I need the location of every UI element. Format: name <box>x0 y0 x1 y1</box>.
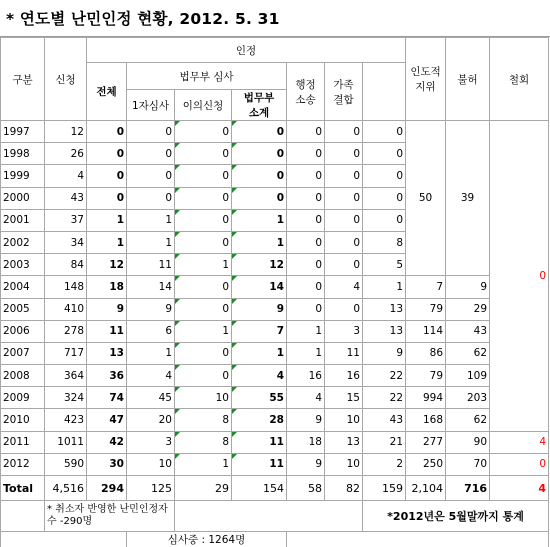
cell-moj-subtotal[interactable]: 1 <box>232 209 287 231</box>
cell-family[interactable]: 15 <box>325 387 363 409</box>
cell-withdrawn[interactable]: 62 <box>446 342 490 364</box>
header-recognition[interactable]: 인정 <box>87 38 406 63</box>
cell-recognized[interactable]: 42 <box>87 431 127 453</box>
cell-recognized[interactable]: 9 <box>87 298 127 320</box>
cell-rejected[interactable]: 250 <box>406 453 446 475</box>
data-body <box>1 121 549 476</box>
cell-admin[interactable]: 0 <box>287 298 325 320</box>
total-application[interactable]: 4,516 <box>45 476 87 501</box>
cell-appeal[interactable]: 0 <box>175 143 232 165</box>
cell-appeal[interactable]: 0 <box>175 187 232 209</box>
cell-recognized[interactable]: 18 <box>87 276 127 298</box>
cell-application[interactable]: 84 <box>45 254 87 276</box>
header-moj-review[interactable]: 법무부 심사 <box>127 63 287 90</box>
total-withdrawn[interactable]: 716 <box>446 476 490 501</box>
cell-family[interactable]: 0 <box>325 209 363 231</box>
family-line1: 가족 <box>333 79 353 91</box>
cell-humanitarian[interactable]: 8 <box>363 231 406 253</box>
cell-application[interactable]: 364 <box>45 365 87 387</box>
cell-moj-subtotal[interactable]: 11 <box>232 453 287 475</box>
cell-first-review[interactable]: 0 <box>127 187 175 209</box>
cell-year[interactable]: 2001 <box>1 209 45 231</box>
total-rejected[interactable]: 2,104 <box>406 476 446 501</box>
header-row-1 <box>1 38 549 63</box>
moj-subtotal-line2: 소계 <box>249 107 269 119</box>
table-row <box>1 431 549 453</box>
cell-application[interactable]: 410 <box>45 298 87 320</box>
cell-recognized[interactable]: 0 <box>87 165 127 187</box>
cell-application[interactable]: 43 <box>45 187 87 209</box>
header-humanitarian[interactable] <box>406 38 446 121</box>
cell-moj-subtotal[interactable]: 9 <box>232 298 287 320</box>
cell-recognized[interactable]: 12 <box>87 254 127 276</box>
cell-year[interactable]: 1997 <box>1 121 45 143</box>
cell-application[interactable]: 4 <box>45 165 87 187</box>
cell-appeal[interactable]: 8 <box>175 409 232 431</box>
cell-moj-subtotal[interactable]: 1 <box>232 231 287 253</box>
cell-first-review[interactable]: 0 <box>127 165 175 187</box>
total-moj-subtotal[interactable]: 154 <box>232 476 287 501</box>
cell-rejected[interactable]: 994 <box>406 387 446 409</box>
cell-rejected[interactable]: 277 <box>406 431 446 453</box>
cell-humanitarian[interactable]: 21 <box>363 431 406 453</box>
cell-admin[interactable]: 18 <box>287 431 325 453</box>
total-admin[interactable]: 58 <box>287 476 325 501</box>
cell-rejected[interactable]: 79 <box>406 298 446 320</box>
cell-admin[interactable]: 9 <box>287 453 325 475</box>
sheet-title: * 연도별 난민인정 현황, 2012. 5. 31 <box>0 7 280 29</box>
total-appeal[interactable]: 29 <box>175 476 232 501</box>
cell-recognized[interactable]: 13 <box>87 342 127 364</box>
cell-admin[interactable]: 9 <box>287 409 325 431</box>
cell-year[interactable]: 2009 <box>1 387 45 409</box>
cell-withdrawn[interactable]: 62 <box>446 409 490 431</box>
cell-year[interactable]: 2010 <box>1 409 45 431</box>
cell-moj-subtotal[interactable]: 1 <box>232 342 287 364</box>
cell-application[interactable]: 324 <box>45 387 87 409</box>
table-row <box>1 320 549 342</box>
cell-moj-subtotal[interactable]: 14 <box>232 276 287 298</box>
cell-rejected[interactable]: 114 <box>406 320 446 342</box>
header-family[interactable] <box>325 63 363 121</box>
cell-family[interactable]: 0 <box>325 298 363 320</box>
cell-recognized[interactable]: 11 <box>87 320 127 342</box>
cell-first-review[interactable]: 1 <box>127 342 175 364</box>
cell-withdrawn[interactable]: 70 <box>446 453 490 475</box>
humanitarian-line2: 지위 <box>415 81 435 93</box>
header-application[interactable]: 신청 <box>45 38 87 121</box>
cell-year[interactable]: 2004 <box>1 276 45 298</box>
cell-rejected[interactable]: 79 <box>406 365 446 387</box>
humanitarian-line1: 인도적 <box>410 66 440 78</box>
cell-appeal[interactable]: 10 <box>175 387 232 409</box>
under-review-note[interactable]: 심사중 : 1264명 <box>127 532 287 547</box>
cell-first-review[interactable]: 10 <box>127 453 175 475</box>
cell-moj-subtotal[interactable]: 55 <box>232 387 287 409</box>
total-label[interactable]: Total <box>1 476 45 501</box>
cell-year[interactable]: 2005 <box>1 298 45 320</box>
cell-year[interactable]: 1998 <box>1 143 45 165</box>
total-humanitarian[interactable]: 159 <box>363 476 406 501</box>
cell-application[interactable]: 148 <box>45 276 87 298</box>
total-row <box>1 476 549 501</box>
cell-year[interactable]: 2000 <box>1 187 45 209</box>
bottom-row <box>1 532 549 547</box>
cell-first-review[interactable]: 1 <box>127 231 175 253</box>
cell-family[interactable]: 13 <box>325 431 363 453</box>
bottom-empty-b[interactable] <box>287 532 549 547</box>
cell-family[interactable]: 0 <box>325 254 363 276</box>
header-appeal[interactable]: 이의신청 <box>175 90 232 121</box>
cell-year[interactable]: 2002 <box>1 231 45 253</box>
cell-moj-subtotal[interactable]: 4 <box>232 365 287 387</box>
cell-first-review[interactable]: 11 <box>127 254 175 276</box>
cell-year[interactable]: 2012 <box>1 453 45 475</box>
table-row <box>1 298 549 320</box>
table-row <box>1 409 549 431</box>
cell-first-review[interactable]: 6 <box>127 320 175 342</box>
cell-appeal[interactable]: 0 <box>175 276 232 298</box>
cell-cancelled[interactable]: 0 <box>490 453 549 475</box>
header-moj-subtotal[interactable] <box>232 90 287 121</box>
cell-humanitarian[interactable]: 9 <box>363 342 406 364</box>
cell-moj-subtotal[interactable]: 11 <box>232 431 287 453</box>
admin-line2: 소송 <box>295 94 315 106</box>
cell-first-review[interactable]: 0 <box>127 143 175 165</box>
cell-recognized[interactable]: 47 <box>87 409 127 431</box>
cell-family[interactable]: 0 <box>325 187 363 209</box>
cell-humanitarian[interactable]: 13 <box>363 320 406 342</box>
cell-moj-subtotal[interactable]: 7 <box>232 320 287 342</box>
cell-first-review[interactable]: 45 <box>127 387 175 409</box>
cell-first-review[interactable]: 14 <box>127 276 175 298</box>
cell-appeal[interactable]: 0 <box>175 121 232 143</box>
cell-application[interactable]: 1011 <box>45 431 87 453</box>
total-recognized[interactable]: 294 <box>87 476 127 501</box>
table-row <box>1 365 549 387</box>
cell-moj-subtotal[interactable]: 12 <box>232 254 287 276</box>
footnote-row <box>1 501 549 532</box>
cell-admin[interactable]: 16 <box>287 365 325 387</box>
header-division[interactable]: 구분 <box>1 38 45 121</box>
cell-year[interactable]: 2007 <box>1 342 45 364</box>
cell-year[interactable]: 1999 <box>1 165 45 187</box>
cell-moj-subtotal[interactable]: 0 <box>232 165 287 187</box>
cell-year[interactable]: 2011 <box>1 431 45 453</box>
cell-first-review[interactable]: 3 <box>127 431 175 453</box>
cell-application[interactable]: 278 <box>45 320 87 342</box>
cell-admin[interactable]: 1 <box>287 320 325 342</box>
bottom-empty-a[interactable] <box>1 532 127 547</box>
total-first-review[interactable]: 125 <box>127 476 175 501</box>
cell-appeal[interactable]: 0 <box>175 342 232 364</box>
moj-subtotal-line1: 법무부 <box>244 92 274 104</box>
cell-withdrawn[interactable]: 43 <box>446 320 490 342</box>
header-first-review[interactable]: 1자심사 <box>127 90 175 121</box>
cell-application[interactable]: 423 <box>45 409 87 431</box>
title-bar <box>0 0 550 37</box>
cell-family[interactable]: 16 <box>325 365 363 387</box>
table-row <box>1 342 549 364</box>
header-total[interactable]: 전체 <box>87 63 127 121</box>
cell-appeal[interactable]: 1 <box>175 254 232 276</box>
cell-humanitarian[interactable]: 0 <box>363 187 406 209</box>
cell-first-review[interactable]: 1 <box>127 209 175 231</box>
cell-admin[interactable]: 0 <box>287 254 325 276</box>
cell-family[interactable]: 0 <box>325 121 363 143</box>
cell-appeal[interactable]: 0 <box>175 165 232 187</box>
table-row <box>1 453 549 475</box>
refugee-recognition-table <box>0 37 549 547</box>
cell-application[interactable]: 12 <box>45 121 87 143</box>
cell-admin[interactable]: 4 <box>287 387 325 409</box>
cell-year[interactable]: 2003 <box>1 254 45 276</box>
cell-family[interactable]: 3 <box>325 320 363 342</box>
cell-withdrawn[interactable]: 109 <box>446 365 490 387</box>
cell-recognized[interactable]: 30 <box>87 453 127 475</box>
admin-line1: 행정 <box>295 79 315 91</box>
cell-recognized[interactable]: 36 <box>87 365 127 387</box>
cell-humanitarian[interactable]: 0 <box>363 209 406 231</box>
cell-appeal[interactable]: 1 <box>175 453 232 475</box>
cell-application[interactable]: 717 <box>45 342 87 364</box>
cell-admin[interactable]: 0 <box>287 209 325 231</box>
cell-humanitarian[interactable]: 13 <box>363 298 406 320</box>
family-line2: 결합 <box>333 94 353 106</box>
footnote-empty-a[interactable] <box>1 501 45 532</box>
cell-admin[interactable]: 1 <box>287 342 325 364</box>
cell-humanitarian[interactable]: 5 <box>363 254 406 276</box>
cell-appeal[interactable]: 0 <box>175 209 232 231</box>
cell-family[interactable]: 10 <box>325 453 363 475</box>
cell-family[interactable]: 0 <box>325 143 363 165</box>
cell-rejected[interactable]: 86 <box>406 342 446 364</box>
cell-application[interactable]: 26 <box>45 143 87 165</box>
cell-year[interactable]: 2008 <box>1 365 45 387</box>
cell-recognized[interactable]: 0 <box>87 121 127 143</box>
cell-withdrawn[interactable]: 203 <box>446 387 490 409</box>
cell-admin[interactable]: 0 <box>287 231 325 253</box>
cell-admin[interactable]: 0 <box>287 143 325 165</box>
cell-admin[interactable]: 0 <box>287 121 325 143</box>
cell-withdrawn-merged[interactable]: 39 <box>446 121 490 276</box>
cell-first-review[interactable]: 4 <box>127 365 175 387</box>
cell-recognized[interactable]: 0 <box>87 143 127 165</box>
cell-family[interactable]: 4 <box>325 276 363 298</box>
cell-appeal[interactable]: 1 <box>175 320 232 342</box>
cell-rejected[interactable]: 168 <box>406 409 446 431</box>
cell-first-review[interactable]: 20 <box>127 409 175 431</box>
cell-family[interactable]: 10 <box>325 409 363 431</box>
cell-appeal[interactable]: 0 <box>175 365 232 387</box>
header-rejected[interactable]: 불허 <box>446 38 490 121</box>
header-admin[interactable] <box>287 63 325 121</box>
cell-rejected[interactable]: 7 <box>406 276 446 298</box>
cell-first-review[interactable]: 0 <box>127 121 175 143</box>
cell-humanitarian[interactable]: 0 <box>363 165 406 187</box>
total-family[interactable]: 82 <box>325 476 363 501</box>
cell-appeal[interactable]: 8 <box>175 431 232 453</box>
table-row <box>1 121 549 143</box>
cell-appeal[interactable]: 0 <box>175 231 232 253</box>
cell-admin[interactable]: 0 <box>287 187 325 209</box>
cell-withdrawn[interactable]: 90 <box>446 431 490 453</box>
cell-appeal[interactable]: 0 <box>175 298 232 320</box>
cell-admin[interactable]: 0 <box>287 276 325 298</box>
table-row <box>1 387 549 409</box>
cell-moj-subtotal[interactable]: 0 <box>232 121 287 143</box>
cell-first-review[interactable]: 9 <box>127 298 175 320</box>
cell-recognized[interactable]: 74 <box>87 387 127 409</box>
cell-moj-subtotal[interactable]: 28 <box>232 409 287 431</box>
header-withdrawn[interactable]: 철회 <box>490 38 549 121</box>
cell-humanitarian[interactable]: 0 <box>363 143 406 165</box>
cell-cancelled[interactable]: 4 <box>490 431 549 453</box>
cell-humanitarian[interactable]: 1 <box>363 276 406 298</box>
cell-admin[interactable]: 0 <box>287 165 325 187</box>
cell-moj-subtotal[interactable]: 0 <box>232 187 287 209</box>
cell-humanitarian[interactable]: 2 <box>363 453 406 475</box>
cell-family[interactable]: 0 <box>325 165 363 187</box>
footnote-period-note[interactable]: *2012년은 5월말까지 통계 <box>363 501 549 532</box>
cell-application[interactable]: 37 <box>45 209 87 231</box>
cell-recognized[interactable]: 1 <box>87 209 127 231</box>
cell-moj-subtotal[interactable]: 0 <box>232 143 287 165</box>
footnote-empty-b[interactable] <box>175 501 363 532</box>
total-cancelled[interactable]: 4 <box>490 476 549 501</box>
cell-humanitarian[interactable]: 22 <box>363 387 406 409</box>
footnote-withdrawn-note[interactable]: * 취소자 반영한 난민인정자 수 -290명 <box>45 501 175 532</box>
cell-application[interactable]: 34 <box>45 231 87 253</box>
cell-recognized[interactable]: 0 <box>87 187 127 209</box>
cell-withdrawn[interactable]: 9 <box>446 276 490 298</box>
cell-humanitarian[interactable]: 22 <box>363 365 406 387</box>
cell-withdrawn[interactable]: 29 <box>446 298 490 320</box>
cell-humanitarian[interactable]: 0 <box>363 121 406 143</box>
table-row <box>1 276 549 298</box>
cell-family[interactable]: 11 <box>325 342 363 364</box>
cell-family[interactable]: 0 <box>325 231 363 253</box>
cell-humanitarian[interactable]: 43 <box>363 409 406 431</box>
cell-rejected-merged[interactable]: 50 <box>406 121 446 276</box>
cell-application[interactable]: 590 <box>45 453 87 475</box>
cell-recognized[interactable]: 1 <box>87 231 127 253</box>
cell-year[interactable]: 2006 <box>1 320 45 342</box>
cell-cancelled-merged[interactable]: 0 <box>490 121 549 432</box>
